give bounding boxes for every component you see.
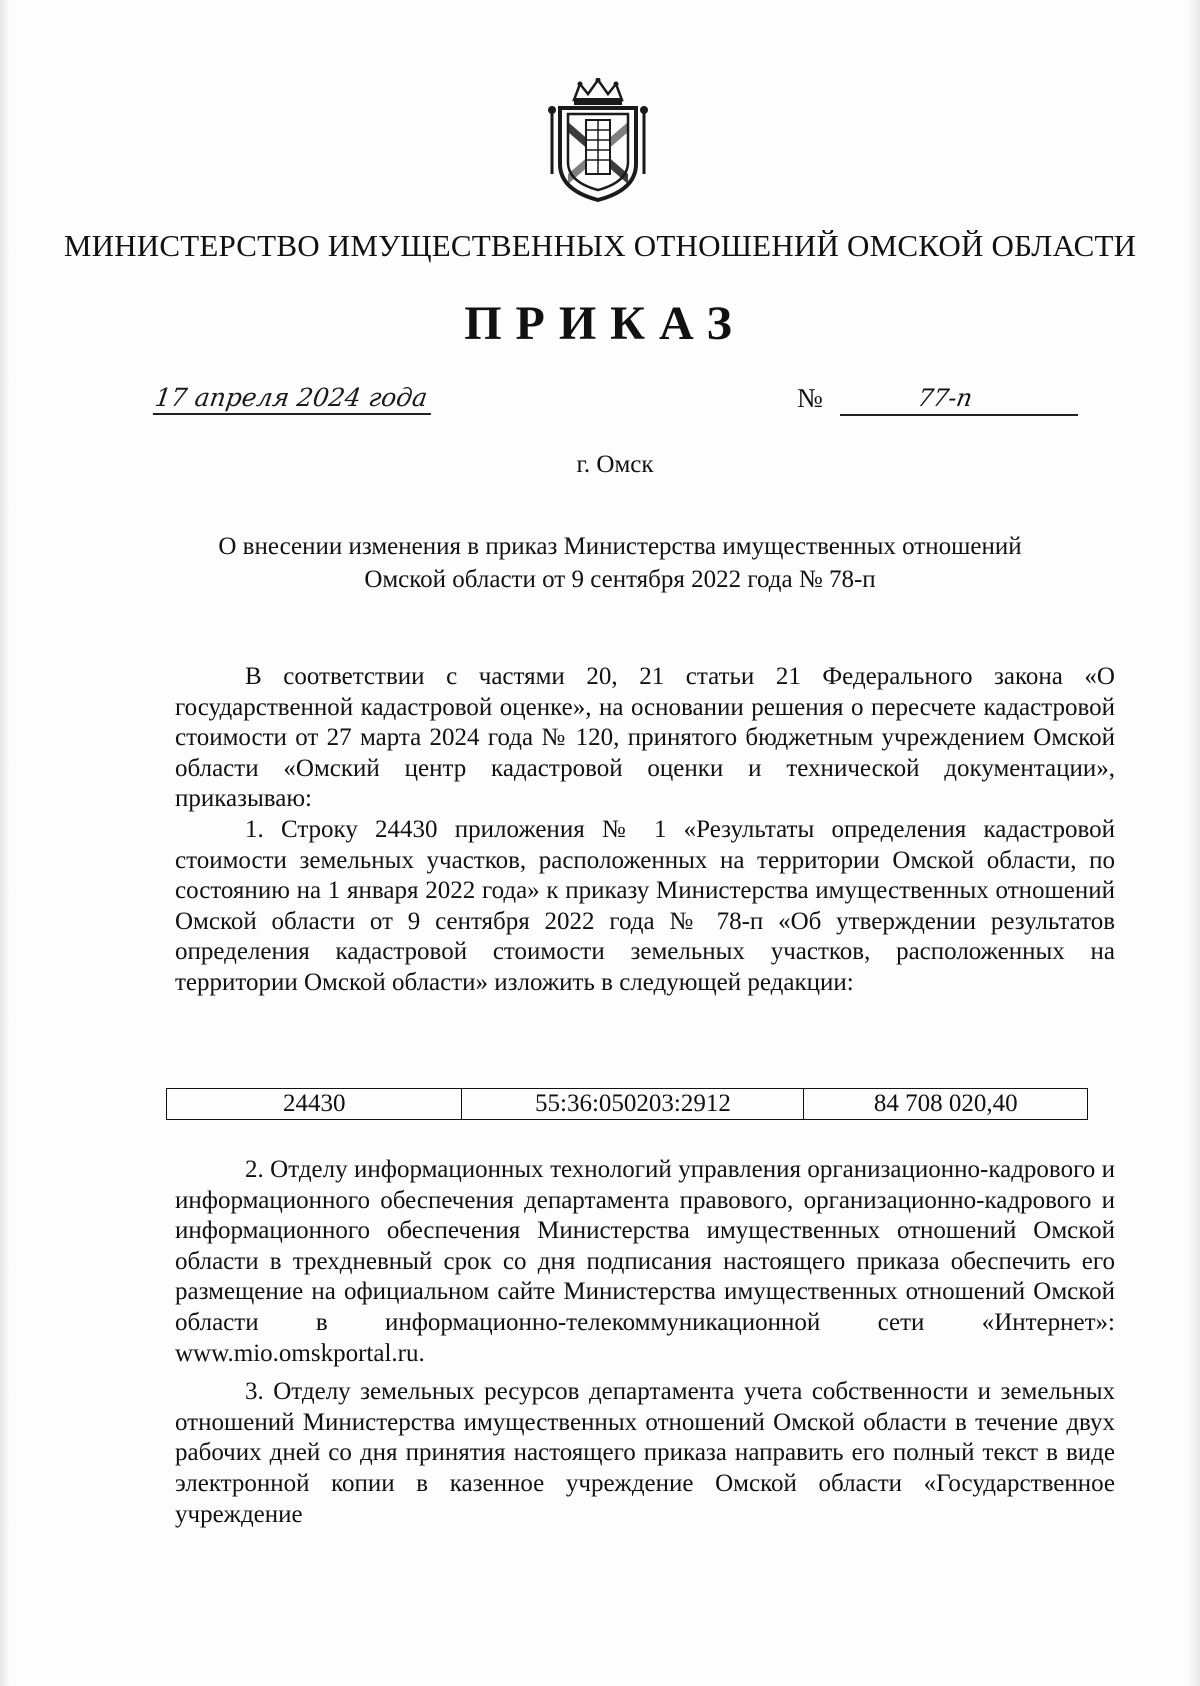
intro-paragraph: В соответствии с частями 20, 21 статьи 21 Федерального закона «О государственной кадастровой оценке», на основании решения о пересчете кадастровой стоимости от 27 марта 2024 года № 120, принятого бюджетным учреждением Омской области «Омский центр кадастровой оценки и технической документации», приказываю: bbox=[175, 663, 1115, 813]
coat-of-arms-icon bbox=[540, 78, 656, 202]
number-label: № bbox=[797, 383, 823, 413]
cadastral-value-table bbox=[166, 1088, 1088, 1120]
cadastral-value-cell: 84 708 020,40 bbox=[804, 1089, 1088, 1120]
document-type-title: ПРИКАЗ bbox=[464, 297, 746, 350]
paragraph-1: 1. Строку 24430 приложения № 1 «Результаты определения кадастровой стоимости земельных участков, расположенных на территории Омской области, по состоянию на 1 января 2022 года» к приказу Министерства имущественных отношений Омской области от 9 сентября 2022 года № 78-п «Об утверждении результатов определения кадастровой стоимости земельных участков, расположенных на территории Омской области» изложить в следующей редакции: bbox=[175, 815, 1115, 996]
city: г. Омск bbox=[576, 451, 654, 478]
subject-line-1: О внесении изменения в приказ Министерства имущественных отношений bbox=[218, 533, 1022, 560]
table-row bbox=[167, 1089, 1088, 1120]
handwritten-number: 77-п bbox=[915, 384, 975, 412]
row-number-cell: 24430 bbox=[167, 1089, 462, 1120]
paragraph-2: 2. Отделу информационных технологий управления организационно-кадрового и информационного обеспечения департамента правового, организационно-кадрового и информационного обеспечения Министерства имущественных отношений Омской области в трехдневный срок со дня подписания настоящего приказа обеспечить его размещение на официальном сайте Министерства имущественных отношений Омской области в информационно-телекоммуникационной сети «Интернет»: www.mio.omskportal.ru. bbox=[175, 1156, 1115, 1367]
handwritten-date: 17 апреля 2024 года bbox=[153, 383, 435, 415]
order-subject bbox=[150, 530, 1090, 596]
paragraph-3: 3. Отделу земельных ресурсов департамента учета собственности и земельных отношений Министерства имущественных отношений Омской области в течение двух рабочих дней со дня принятия настоящего приказа направить его полный текст в виде электронной копии в казенное учреждение Омской области «Государственное учреждение bbox=[175, 1378, 1115, 1528]
subject-line-2: Омской области от 9 сентября 2022 года № 78-п bbox=[364, 566, 876, 593]
ministry-name: МИНИСТЕРСТВО ИМУЩЕСТВЕННЫХ ОТНОШЕНИЙ ОМСКОЙ ОБЛАСТИ bbox=[63, 228, 1137, 263]
body-part-1 bbox=[175, 662, 1115, 999]
body-part-2 bbox=[175, 1155, 1115, 1530]
cadastral-number-cell: 55:36:050203:2912 bbox=[462, 1089, 804, 1120]
